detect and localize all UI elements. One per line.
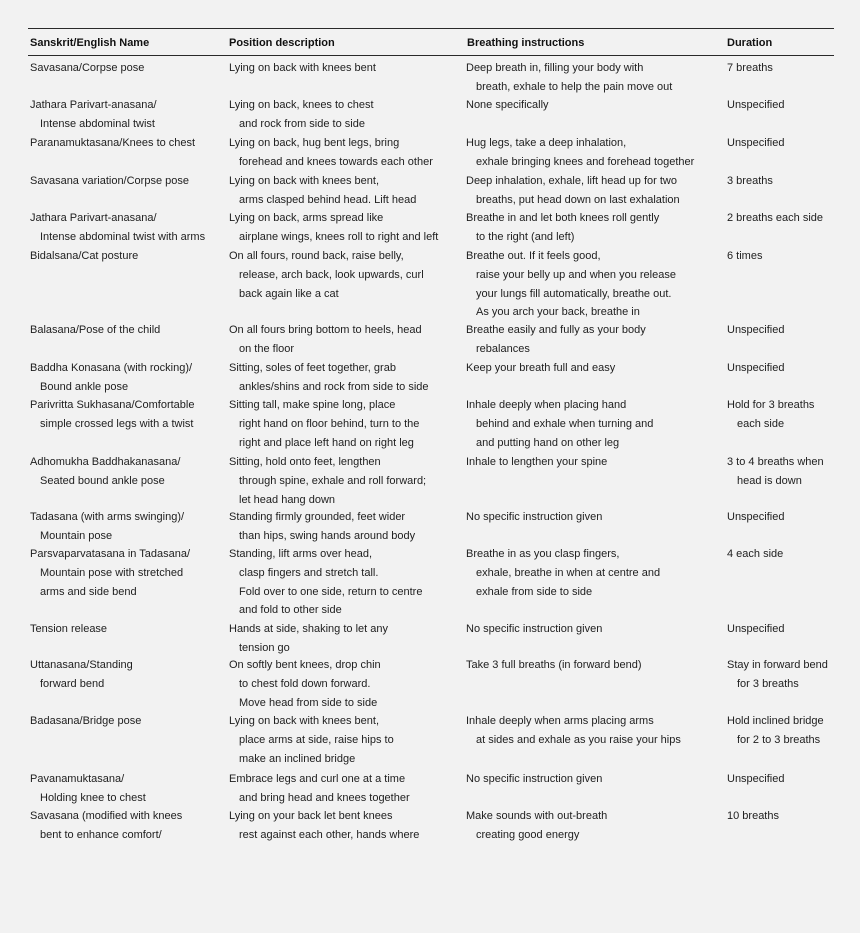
cell-line: head is down [737, 474, 802, 487]
cell-line: Holding knee to chest [40, 791, 146, 804]
cell-line: Tadasana (with arms swinging)/ [30, 511, 185, 523]
cell-position [229, 172, 416, 210]
cell-line: Mountain pose [40, 529, 113, 542]
cell-line: Embrace legs and curl one at a time [229, 773, 406, 785]
cell-line: Hands at side, shaking to let any [229, 623, 388, 635]
cell-line: Unspecified [727, 324, 785, 336]
cell-line: let head hang down [239, 493, 336, 506]
cell-line: behind and exhale when turning and [476, 417, 654, 430]
cell-line: on the floor [239, 342, 295, 355]
cell-line: to the right (and left) [476, 230, 575, 243]
cell-line: On all fours bring bottom to heels, head [229, 324, 422, 336]
cell-breathing [466, 712, 681, 750]
cell-position [229, 712, 394, 768]
cell-duration [727, 359, 784, 378]
cell-line: place arms at side, raise hips to [239, 733, 394, 746]
cell-line: Unspecified [727, 137, 785, 149]
cell-breathing [466, 96, 549, 115]
cell-line: Inhale to lengthen your spine [466, 456, 608, 468]
cell-line: right hand on floor behind, turn to the [239, 417, 420, 430]
cell-line: Breathe in as you clasp fingers, [466, 548, 620, 560]
cell-breathing [466, 59, 672, 97]
cell-line: raise your belly up and when you release [476, 268, 676, 281]
cell-breathing [466, 172, 680, 210]
cell-duration [727, 508, 784, 527]
cell-name [30, 712, 141, 731]
cell-position [229, 247, 424, 303]
cell-line: 3 to 4 breaths when [727, 456, 824, 468]
header-breathing: Breathing instructions [467, 37, 585, 49]
header-position: Position description [229, 37, 335, 49]
cell-position [229, 508, 415, 546]
cell-duration [727, 656, 828, 694]
cell-name [30, 396, 194, 434]
header-bottom-rule [28, 55, 834, 56]
cell-line: arms clasped behind head. Lift head [239, 193, 417, 206]
cell-line: exhale from side to side [476, 585, 593, 598]
cell-duration [727, 770, 784, 789]
cell-line: Standing firmly grounded, feet wider [229, 511, 406, 523]
cell-line: exhale, breathe in when at centre and [476, 566, 661, 579]
cell-name [30, 321, 160, 340]
cell-breathing [466, 396, 653, 452]
cell-line: Parsvaparvatasana in Tadasana/ [30, 548, 191, 560]
cell-line: Bound ankle pose [40, 380, 129, 393]
cell-position [229, 807, 419, 845]
cell-line: Jathara Parivart-anasana/ [30, 212, 157, 224]
cell-position [229, 620, 388, 658]
cell-line: than hips, swing hands around body [239, 529, 416, 542]
cell-position [229, 770, 410, 808]
cell-line: 10 breaths [727, 810, 779, 822]
cell-line: 7 breaths [727, 62, 773, 74]
cell-line: Lying on your back let bent knees [229, 810, 393, 822]
cell-line: Intense abdominal twist with arms [40, 230, 206, 243]
cell-breathing [466, 620, 602, 639]
cell-line: Parivritta Sukhasana/Comfortable [30, 399, 195, 411]
cell-duration [727, 453, 824, 491]
cell-line: Uttanasana/Standing [30, 659, 133, 671]
cell-breathing [466, 321, 646, 359]
cell-line: ankles/shins and rock from side to side [239, 380, 429, 393]
cell-position [229, 656, 381, 712]
cell-name [30, 770, 146, 808]
cell-line: Inhale deeply when placing hand [466, 399, 627, 411]
cell-line: creating good energy [476, 828, 580, 841]
cell-line: simple crossed legs with a twist [40, 417, 194, 430]
cell-line: Tension release [30, 623, 108, 635]
cell-line: at sides and exhale as you raise your hips [476, 733, 681, 746]
cell-line: and rock from side to side [239, 117, 365, 130]
cell-duration [727, 247, 762, 266]
cell-line: exhale bringing knees and forehead together [476, 155, 695, 168]
table-top-rule [28, 28, 834, 29]
header-duration: Duration [727, 37, 773, 49]
cell-position [229, 134, 433, 172]
cell-line: Lying on back, knees to chest [229, 99, 374, 111]
cell-duration [727, 545, 783, 564]
cell-name [30, 247, 138, 266]
cell-line: Intense abdominal twist [40, 117, 155, 130]
cell-line: Standing, lift arms over head, [229, 548, 373, 560]
cell-breathing [466, 209, 659, 247]
cell-name [30, 545, 190, 601]
cell-line: Breathe in and let both knees roll gently [466, 212, 660, 224]
cell-duration [727, 807, 779, 826]
cell-name [30, 209, 205, 247]
cell-line: No specific instruction given [466, 773, 603, 785]
cell-breathing [466, 247, 676, 322]
cell-line: Breathe easily and fully as your body [466, 324, 646, 336]
cell-line: Lying on back with knees bent, [229, 715, 380, 727]
cell-position [229, 209, 438, 247]
cell-line: your lungs fill automatically, breathe out. [476, 287, 672, 300]
cell-line: Lying on back with knees bent, [229, 175, 380, 187]
cell-breathing [466, 656, 641, 675]
cell-line: breaths, put head down on last exhalation [476, 193, 680, 206]
cell-duration [727, 396, 814, 434]
cell-line: Take 3 full breaths (in forward bend) [466, 659, 642, 671]
cell-line: Inhale deeply when arms placing arms [466, 715, 654, 727]
cell-line: Pavanamuktasana/ [30, 773, 125, 785]
cell-breathing [466, 453, 607, 472]
cell-line: through spine, exhale and roll forward; [239, 474, 427, 487]
cell-line: Make sounds with out-breath [466, 810, 608, 822]
cell-line: None specifically [466, 99, 549, 111]
cell-line: Sitting, hold onto feet, lengthen [229, 456, 381, 468]
cell-line: tension go [239, 641, 290, 654]
cell-line: Paranamuktasana/Knees to chest [30, 137, 196, 149]
cell-duration [727, 712, 824, 750]
cell-line: Move head from side to side [239, 696, 378, 709]
cell-line: Seated bound ankle pose [40, 474, 165, 487]
cell-duration [727, 620, 784, 639]
cell-name [30, 96, 157, 134]
cell-line: 4 each side [727, 548, 784, 560]
cell-duration [727, 209, 823, 228]
cell-line: and fold to other side [239, 604, 342, 617]
cell-line: breath, exhale to help the pain move out [476, 80, 673, 93]
cell-line: Lying on back, hug bent legs, bring [229, 137, 400, 149]
cell-line: and putting hand on other leg [476, 436, 620, 449]
cell-line: release, arch back, look upwards, curl [239, 268, 424, 281]
cell-line: each side [737, 417, 785, 430]
cell-name [30, 807, 182, 845]
cell-line: Unspecified [727, 362, 785, 374]
cell-line: Hold for 3 breaths [727, 399, 815, 411]
cell-line: As you arch your back, breathe in [476, 306, 640, 319]
cell-line: Breathe out. If it feels good, [466, 250, 601, 262]
cell-line: make an inclined bridge [239, 752, 356, 765]
cell-position [229, 321, 422, 359]
cell-line: Lying on back, arms spread like [229, 212, 384, 224]
cell-duration [727, 96, 784, 115]
cell-position [229, 453, 426, 509]
cell-line: to chest fold down forward. [239, 677, 371, 690]
cell-position [229, 96, 374, 134]
cell-line: 2 breaths each side [727, 212, 824, 224]
cell-line: and bring head and knees together [239, 791, 410, 804]
cell-line: Hug legs, take a deep inhalation, [466, 137, 627, 149]
cell-name [30, 134, 195, 153]
cell-breathing [466, 359, 615, 378]
cell-position [229, 59, 376, 78]
cell-line: Savasana/Corpse pose [30, 62, 145, 74]
cell-line: clasp fingers and stretch tall. [239, 566, 379, 579]
cell-line: back again like a cat [239, 287, 339, 300]
cell-line: forward bend [40, 677, 105, 690]
cell-name [30, 359, 192, 397]
cell-breathing [466, 807, 607, 845]
cell-line: Unspecified [727, 511, 785, 523]
cell-breathing [466, 770, 602, 789]
cell-line: forehead and knees towards each other [239, 155, 433, 168]
cell-line: Deep breath in, filling your body with [466, 62, 644, 74]
cell-line: Hold inclined bridge [727, 715, 824, 727]
cell-line: 6 times [727, 250, 763, 262]
cell-line: Balasana/Pose of the child [30, 324, 161, 336]
cell-line: Savasana variation/Corpse pose [30, 175, 189, 187]
cell-line: 3 breaths [727, 175, 773, 187]
cell-line: Unspecified [727, 99, 785, 111]
cell-position [229, 359, 429, 397]
cell-line: right and place left hand on right leg [239, 436, 414, 449]
cell-duration [727, 134, 784, 153]
cell-line: Unspecified [727, 623, 785, 635]
cell-duration [727, 59, 773, 78]
cell-name [30, 172, 189, 191]
cell-line: for 2 to 3 breaths [737, 733, 821, 746]
cell-line: Sitting, soles of feet together, grab [229, 362, 396, 374]
cell-line: bent to enhance comfort/ [40, 828, 162, 841]
cell-breathing [466, 134, 694, 172]
cell-breathing [466, 545, 660, 601]
cell-line: Fold over to one side, return to centre [239, 585, 423, 598]
cell-line: No specific instruction given [466, 511, 603, 523]
cell-line: Deep inhalation, exhale, lift head up for two [466, 175, 677, 187]
cell-line: On softly bent knees, drop chin [229, 659, 381, 671]
cell-line: Sitting tall, make spine long, place [229, 399, 396, 411]
cell-duration [727, 321, 784, 340]
cell-name [30, 656, 133, 694]
cell-line: for 3 breaths [737, 677, 799, 690]
cell-line: No specific instruction given [466, 623, 603, 635]
cell-position [229, 396, 419, 452]
cell-line: Lying on back with knees bent [229, 62, 376, 74]
cell-position [229, 545, 422, 620]
cell-line: rest against each other, hands where [239, 828, 420, 841]
cell-name [30, 508, 184, 546]
cell-name [30, 620, 107, 639]
cell-line: Jathara Parivart-anasana/ [30, 99, 157, 111]
cell-line: Adhomukha Baddhakanasana/ [30, 456, 181, 468]
cell-line: Badasana/Bridge pose [30, 715, 142, 727]
cell-line: Savasana (modified with knees [30, 810, 183, 822]
cell-line: Unspecified [727, 773, 785, 785]
cell-line: Mountain pose with stretched [40, 566, 184, 579]
cell-name [30, 453, 180, 491]
cell-name [30, 59, 144, 78]
cell-line: Keep your breath full and easy [466, 362, 616, 374]
cell-duration [727, 172, 773, 191]
cell-line: Baddha Konasana (with rocking)/ [30, 362, 193, 374]
cell-breathing [466, 508, 602, 527]
cell-line: airplane wings, knees roll to right and left [239, 230, 439, 243]
cell-line: Bidalsana/Cat posture [30, 250, 139, 262]
cell-line: Stay in forward bend [727, 659, 828, 671]
cell-line: On all fours, round back, raise belly, [229, 250, 404, 262]
header-name: Sanskrit/English Name [30, 37, 150, 49]
cell-line: rebalances [476, 342, 530, 355]
cell-line: arms and side bend [40, 585, 137, 598]
